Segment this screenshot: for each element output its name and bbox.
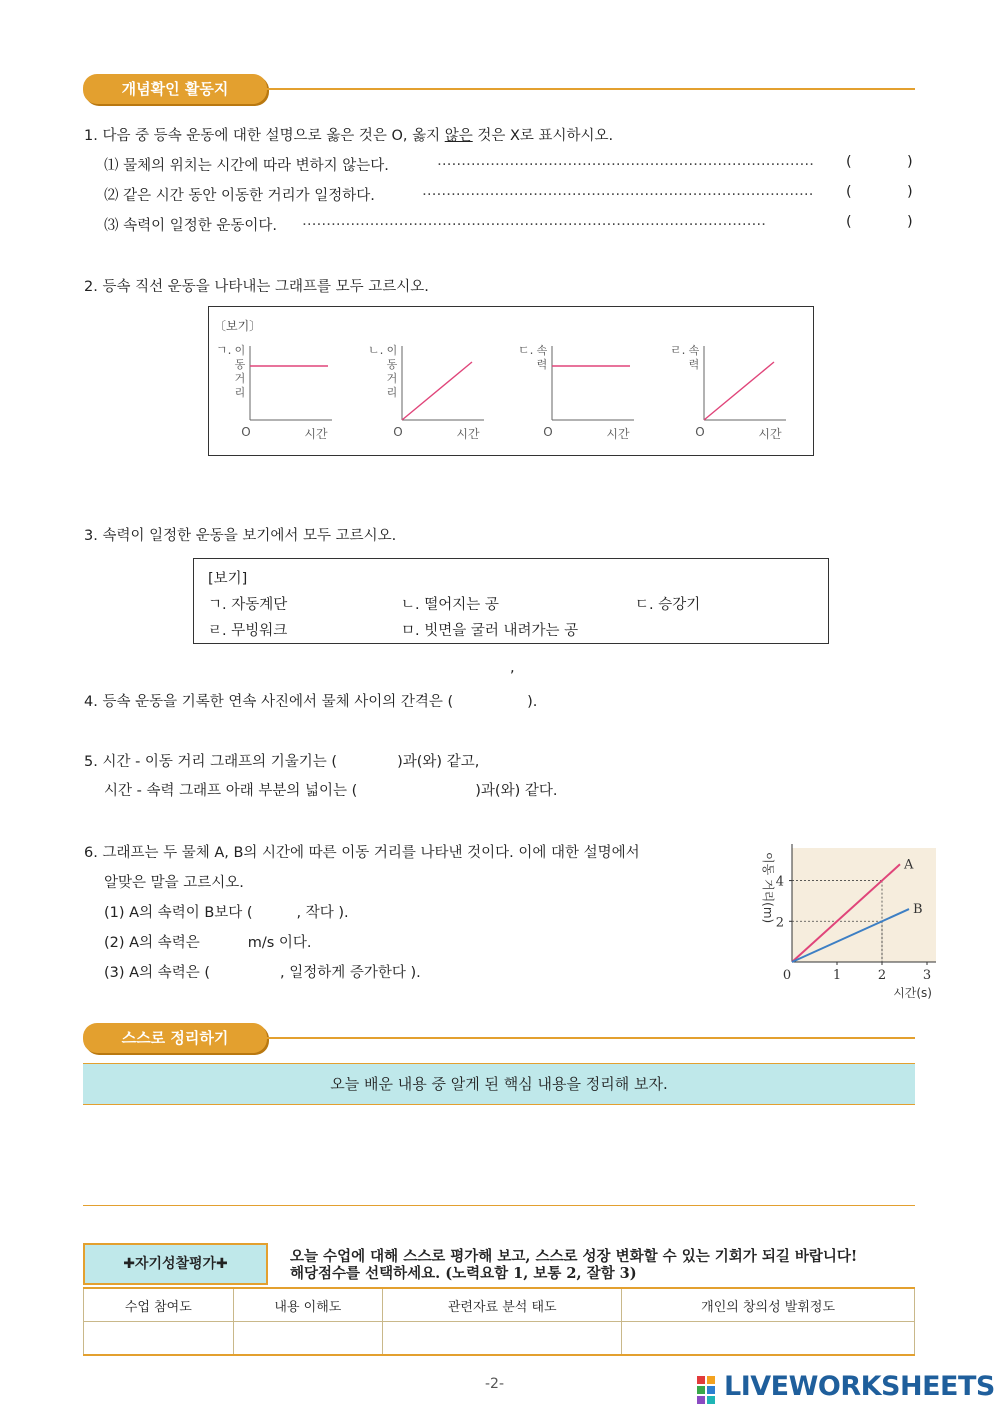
graph-mark: ㄱ. bbox=[216, 343, 232, 357]
brand-name: LIVEWORKSHEETS bbox=[724, 1371, 995, 1402]
section-divider bbox=[262, 88, 915, 90]
q1-answer-2[interactable] bbox=[852, 183, 908, 203]
graph-line bbox=[704, 362, 774, 420]
option-e: ㅁ. 빗면을 굴러 내려가는 공 bbox=[401, 623, 579, 639]
box-label: 〔보기〕 bbox=[214, 319, 262, 333]
score-cell[interactable] bbox=[383, 1322, 622, 1356]
brand-icon bbox=[697, 1376, 725, 1406]
summary-answer-area[interactable] bbox=[83, 1104, 915, 1204]
distance-time-chart bbox=[750, 840, 942, 1002]
graph-origin: O bbox=[695, 425, 705, 439]
stray-mark: , bbox=[510, 660, 515, 676]
graph-c bbox=[518, 340, 648, 445]
graph-y-label: 속 력 bbox=[688, 344, 700, 371]
q1-item-1: ⑴ 물체의 위치는 시간에 따라 변하지 않는다. …………………………………………………………………… ( ) bbox=[104, 153, 913, 174]
graph-x-label: 시간 bbox=[606, 427, 630, 441]
graph-x-label: 시간 bbox=[304, 427, 328, 441]
q1-item-3: ⑶ 속력이 일정한 운동이다. …………………………………………………………………………………… ( ) bbox=[104, 213, 913, 234]
brand-logo bbox=[697, 1376, 725, 1410]
section-title-concept: 개념확인 활동지 bbox=[83, 74, 267, 104]
q1-answer-1[interactable] bbox=[852, 153, 908, 173]
graph-a bbox=[216, 340, 346, 445]
origin-label: 0 bbox=[782, 968, 792, 983]
leader-dots: ……………………………………………………………………… bbox=[422, 183, 814, 199]
q1-answer-3[interactable] bbox=[852, 213, 908, 233]
q1-item-text: ⑶ 속력이 일정한 운동이다. bbox=[104, 218, 278, 234]
graph-mark: ㄷ. bbox=[518, 343, 534, 357]
q1-item-text: ⑴ 물체의 위치는 시간에 따라 변하지 않는다. bbox=[104, 158, 389, 174]
section-divider bbox=[262, 1037, 915, 1039]
col-analysis: 관련자료 분석 태도 bbox=[383, 1288, 622, 1322]
box-label: [보기] bbox=[208, 571, 248, 587]
q6-item-1: (1) A의 속력이 B보다 ( , 작다 ). bbox=[104, 905, 349, 921]
mini-graph bbox=[216, 340, 346, 445]
q1-prompt: 1. 다음 중 등속 운동에 대한 설명으로 옳은 것은 O, 옳지 않은 것은 X로 표시하시오. bbox=[84, 128, 614, 144]
graph-mark: ㄴ. bbox=[368, 343, 384, 357]
q6-item-2: (2) A의 속력은 m/s 이다. bbox=[104, 935, 312, 951]
y-axis-title: 이동 거리(m) bbox=[761, 852, 775, 924]
q4-prompt: 4. 등속 운동을 기록한 연속 사진에서 물체 사이의 간격은 ( ). bbox=[84, 694, 538, 710]
q6-line-2: 알맞은 말을 고르시오. bbox=[104, 875, 244, 891]
score-cell[interactable] bbox=[622, 1322, 915, 1356]
graph-d bbox=[670, 340, 800, 445]
col-understanding: 내용 이해도 bbox=[233, 1288, 383, 1322]
option-c: ㄷ. 승강기 bbox=[635, 597, 701, 613]
q5-line-1: 5. 시간 - 이동 거리 그래프의 기울기는 ( )과(와) 같고, bbox=[84, 754, 480, 770]
q3-example-box bbox=[193, 558, 829, 644]
graph-line bbox=[402, 362, 472, 420]
q1-item-text: ⑵ 같은 시간 동안 이동한 거리가 일정하다. bbox=[104, 188, 375, 204]
graph-x-label: 시간 bbox=[456, 427, 480, 441]
graph-y-label: 속 력 bbox=[536, 344, 548, 371]
mini-graph bbox=[518, 340, 648, 445]
graph-mark: ㄹ. bbox=[670, 343, 686, 357]
summary-bottom-rule bbox=[83, 1205, 915, 1206]
x-axis-title: 시간(s) bbox=[893, 986, 932, 1000]
mini-graph bbox=[670, 340, 800, 445]
summary-banner: 오늘 배운 내용 중 알게 된 핵심 내용을 정리해 보자. bbox=[83, 1063, 915, 1105]
q5-line-2: 시간 - 속력 그래프 아래 부분의 넓이는 ( )과(와) 같다. bbox=[104, 783, 558, 799]
graph-origin: O bbox=[241, 425, 251, 439]
series-label-A: A bbox=[904, 857, 914, 873]
graph-x-label: 시간 bbox=[758, 427, 782, 441]
score-cell[interactable] bbox=[84, 1322, 234, 1356]
q2-prompt: 2. 등속 직선 운동을 나타내는 그래프를 모두 고르시오. bbox=[84, 279, 429, 295]
self-eval-label: ✚자기성찰평가✚ bbox=[83, 1243, 268, 1285]
series-label-B: B bbox=[913, 902, 923, 918]
graph-y-label: 이 동 거 리 bbox=[234, 344, 246, 399]
mini-graph bbox=[368, 340, 498, 445]
q6-line-1: 6. 그래프는 두 물체 A, B의 시간에 따른 이동 거리를 나타낸 것이다. 이에 대한 설명에서 bbox=[84, 845, 640, 861]
option-a: ㄱ. 자동계단 bbox=[208, 597, 288, 613]
y-tick-label: 2 bbox=[775, 915, 784, 931]
q3-prompt: 3. 속력이 일정한 운동을 보기에서 모두 고르시오. bbox=[84, 528, 397, 544]
x-tick-label: 3 bbox=[922, 968, 932, 983]
page-number: -2- bbox=[485, 1376, 505, 1392]
y-tick-label: 4 bbox=[775, 874, 784, 890]
col-participation: 수업 참여도 bbox=[84, 1288, 234, 1322]
leader-dots: …………………………………………………………………………………… bbox=[302, 213, 766, 229]
option-b: ㄴ. 떨어지는 공 bbox=[401, 597, 499, 613]
score-cell[interactable] bbox=[233, 1322, 383, 1356]
graph-y-label: 이 동 거 리 bbox=[386, 344, 398, 399]
x-tick-label: 2 bbox=[877, 968, 887, 983]
option-d: ㄹ. 무빙워크 bbox=[208, 623, 288, 639]
self-eval-table bbox=[83, 1287, 915, 1356]
graph-origin: O bbox=[543, 425, 553, 439]
q1-item-2: ⑵ 같은 시간 동안 이동한 거리가 일정하다. ……………………………………………………………………… ( ) bbox=[104, 183, 913, 204]
section-title-summary: 스스로 정리하기 bbox=[83, 1023, 267, 1053]
graph-b bbox=[368, 340, 498, 445]
leader-dots: …………………………………………………………………… bbox=[437, 153, 814, 169]
x-tick-label: 1 bbox=[832, 968, 842, 983]
self-eval-instructions: 오늘 수업에 대해 스스로 평가해 보고, 스스로 성장 변화할 수 있는 기회가 되길 바랍니다! 해당점수를 선택하세요. (노력요함 1, 보통 2, 잘함 3) bbox=[290, 1248, 858, 1282]
col-creativity: 개인의 창의성 발휘정도 bbox=[622, 1288, 915, 1322]
graph-origin: O bbox=[393, 425, 403, 439]
q6-item-3: (3) A의 속력은 ( , 일정하게 증가한다 ). bbox=[104, 965, 421, 981]
